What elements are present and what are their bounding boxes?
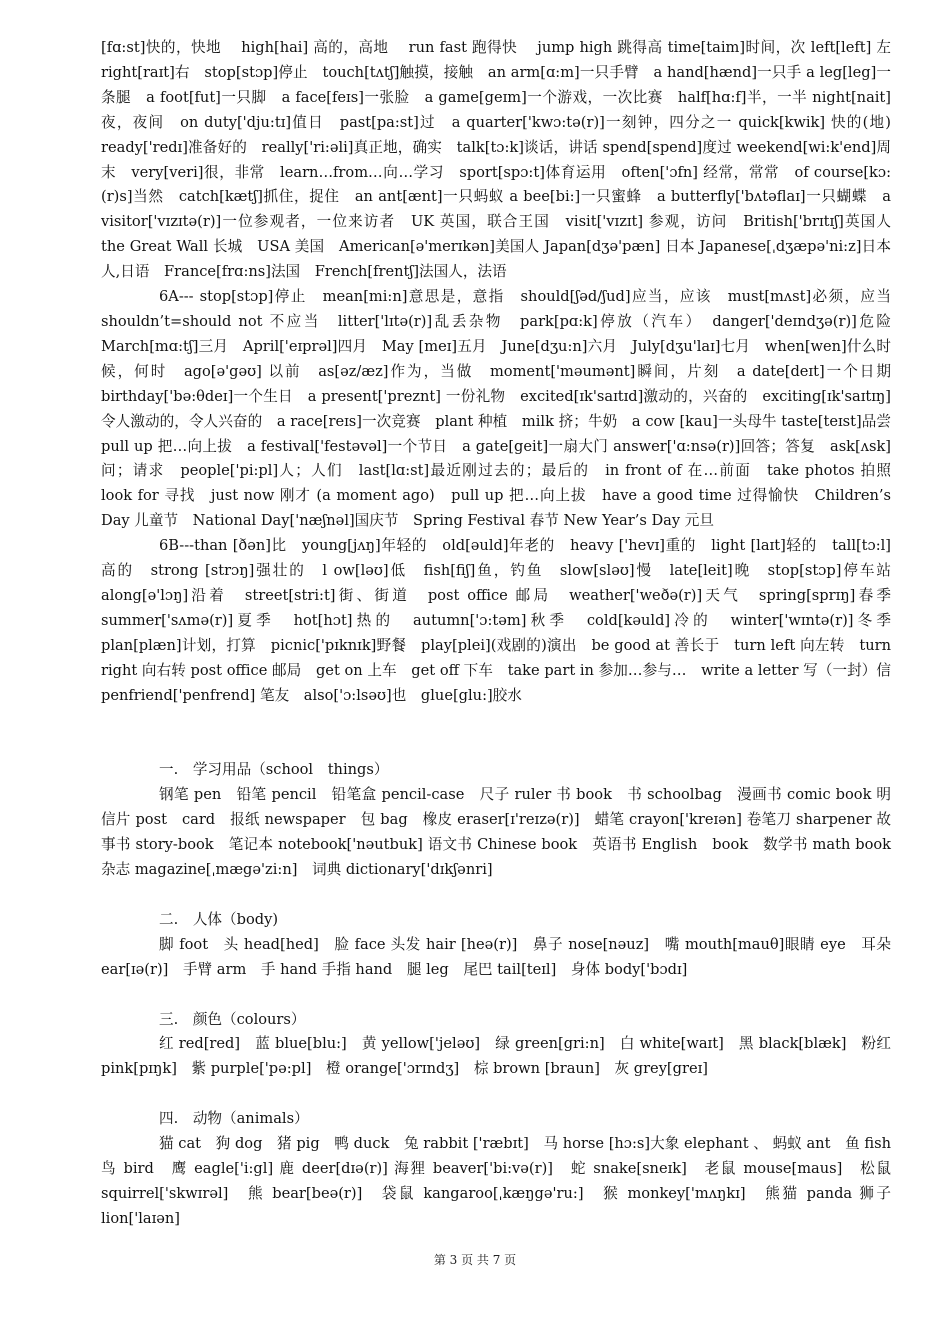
section-content: 脚 foot 头 head[hed] 脸 face 头发 hair [heə(r)] 鼻子 nose[nəuz] 嘴 mouth[mauθ]眼睛 eye 耳朵 ear[ɪə(r)] 手臂 arm 手 hand 手指 hand 腿 leg 尾巴 tail[teɪl] 身体 body['bɔdɪ] [101, 935, 891, 978]
section-heading: 三. 颜色（colours） [159, 1010, 306, 1028]
section-content: 猫 cat 狗 dog 猪 pig 鸭 duck 兔 rabbit ['ræbɪt] 马 horse [hɔ:s]大象 elephant 、 蚂蚁 ant 鱼 fish 鸟 bird 鹰 eagle['i:gl] 鹿 deer[dɪə(r)] 海狸 beaver['bi:və(r)] 蛇 snake[sneɪk] 老鼠 mouse[maus] 松鼠 squirrel['skwɪrəl] 熊 bear[beə(r)] 袋鼠 kangaroo[ˌkæŋgə'ru:] 猴 monkey['mʌŋkɪ] 熊猫 panda 狮子 lion['laɪən] [101, 1135, 906, 1227]
section-heading: 一. 学习用品（school things） [159, 761, 389, 779]
section-content: 钢笔 pen 铅笔 pencil 铅笔盒 pencil-case 尺子 ruler 书 book 书 schoolbag 漫画书 comic book 明信片 post card 报纸 newspaper 包 bag 橡皮 eraser[ɪ'reɪzə(r)] 蜡笔 crayon['kreɪən] 卷笔刀 sharpener 故事书 story-book 笔记本 notebook['nəutbuk] 语文书 Chinese book 英语书 English book 数学书 math book 杂志 magazine[ˌmægə'zi:n] 词典 dictionary['dɪkʃənri] [101, 786, 906, 879]
section-colours [101, 1008, 891, 1083]
section-animals [101, 1107, 906, 1232]
page-number-footer: 第 3 页 共 7 页 [433, 1253, 517, 1267]
vocab-paragraph-6b: 6B---than [ðən]比 young[jʌŋ]年轻的 old[əuld]年老的 heavy ['hevɪ]重的 light [laɪt]轻的 tall[tɔ:l] 高的 strong [strɔŋ]强壮的 l ow[ləʊ]低 fish[fiʃ]鱼，钓鱼 slow[sləʊ]慢 late[leit]晚 stop[stɔp]停车站 along[ə'lɔŋ]沿着 street[stri:t]街、街道 post office 邮局 weather['weðə(r)]天气 spring[sprɪŋ]春季 summer['sʌmə(r)]夏季 hot[hɔt]热的 autumn['ɔ:təm]秋季 cold[kəuld]冷的 winter['wɪntə(r)]冬季 plan[plæn]计划，打算 picnic['pɪknɪk]野餐 play[plei](戏剧的)演出 be good at 善长于 turn left 向左转 turn right 向右转 post office 邮局 get on 上车 get off 下车 take part in 参加…参与… write a letter 写（一封）信 penfriend['penfrend] 笔友 also['ɔ:lsəʊ]也 glue[glu:]胶水 [101, 537, 906, 704]
section-body [101, 908, 891, 983]
document-page [101, 36, 906, 1232]
spacer [101, 708, 891, 758]
vocab-paragraph-6a: 6A--- stop[stɔp]停止 mean[mi:n]意思是，意指 should[ʃəd/ʃud]应当，应该 must[mʌst]必须，应当 shouldn’t=should not 不应当 litter['lɪtə(r)]乱丢杂物 park[pɑ:k]停放（汽车） danger['deɪndʒə(r)]危险 March[mɑ:tʃ]三月 April['eɪprəl]四月 May [meɪ]五月 June[dʒu:n]六月 July[dʒu'laɪ]七月 when[wen]什么时候，何时 ago[ə'gəʊ] 以前 as[əz/æz]作为，当做 moment['məumənt]瞬间，片刻 a date[deɪt]一个日期 birthday['bə:θdeɪ]一个生日 a present['preznt] 一份礼物 excited[ɪk'saɪtɪd]激动的，兴奋的 exciting[ɪk'saɪtɪŋ] 令人激动的，令人兴奋的 a race[reɪs]一次竞赛 plant 种植 milk 挤；牛奶 a cow [kau]一头母牛 taste[teɪst]品尝 pull up 把…向上拔 a festival['festəvəl]一个节日 a gate[geit]一扇大门 answer['ɑ:nsə(r)]回答；答复 ask[ʌsk]问；请求 people['pi:pl]人；人们 last[lɑ:st]最近刚过去的；最后的 in front of 在…前面 take photos 拍照 look for 寻找 just now 刚才 (a moment ago) pull up 把…向上拔 have a good time 过得愉快 Children’s Day 儿童节 National Day['næʃnəl]国庆节 Spring Festival 春节 New Year’s Day 元旦 [101, 288, 906, 530]
vocab-paragraph-1: [fɑ:st]快的，快地 high[hai] 高的，高地 run fast 跑得快 jump high 跳得高 time[taim]时间，次 left[left] 左 right[raɪt]右 stop[stɔp]停止 touch[tʌtʃ]触摸，接触 an arm[ɑ:m]一只手臂 a hand[hænd]一只手 a leg[leg]一条腿 a foot[fut]一只脚 a face[feɪs]一张脸 a game[geɪm]一个游戏，一次比赛 half[hɑ:f]半，一半 night[nait]夜，夜间 on duty['dju:tɪ]值日 past[pa:st]过 a quarter['kwɔ:tə(r)]一刻钟，四分之一 quick[kwik] 快的(地) ready['redɪ]准备好的 really['ri:əli]真正地，确实 talk[tɔ:k]谈话，讲话 spend[spend]度过 weekend[wi:k'end]周末 very[veri]很，非常 learn…from…向…学习 sport[spɔ:t]体育运用 often['ɔfn] 经常，常常 of course[kɔ:(r)s]当然 catch[kætʃ]抓住，捉住 an ant[ænt]一只蚂蚁 a bee[bi:]一只蜜蜂 a butterfly['bʌtəflaɪ]一只蝴蝶 a visitor['vɪzɪtə(r)]一位参观者，一位来访者 UK 英国，联合王国 visit['vɪzɪt] 参观，访问 British['brɪtɪʃ]英国人 the Great Wall 长城 USA 美国 American[ə'merɪkən]美国人 Japan[dʒə'pæn] 日本 Japanese[ˌdʒæpə'ni:z]日本人,日语 France[frɑ:ns]法国 French[frentʃ]法国人，法语 [101, 39, 906, 281]
spacer [101, 883, 891, 908]
section-heading: 四. 动物（animals） [159, 1110, 309, 1128]
section-heading: 二. 人体（body) [159, 910, 279, 928]
section-school-things [101, 758, 906, 883]
section-content: 红 red[red] 蓝 blue[blu:] 黄 yellow['jeləʊ] 绿 green[gri:n] 白 white[waɪt] 黑 black[blæk] 粉红 pink[pɪŋk] 紫 purple['pə:pl] 橙 orange['ɔrɪndʒ] 棕 brown [braun] 灰 grey[greɪ] [101, 1035, 891, 1078]
spacer [101, 1082, 891, 1107]
spacer [101, 983, 891, 1008]
